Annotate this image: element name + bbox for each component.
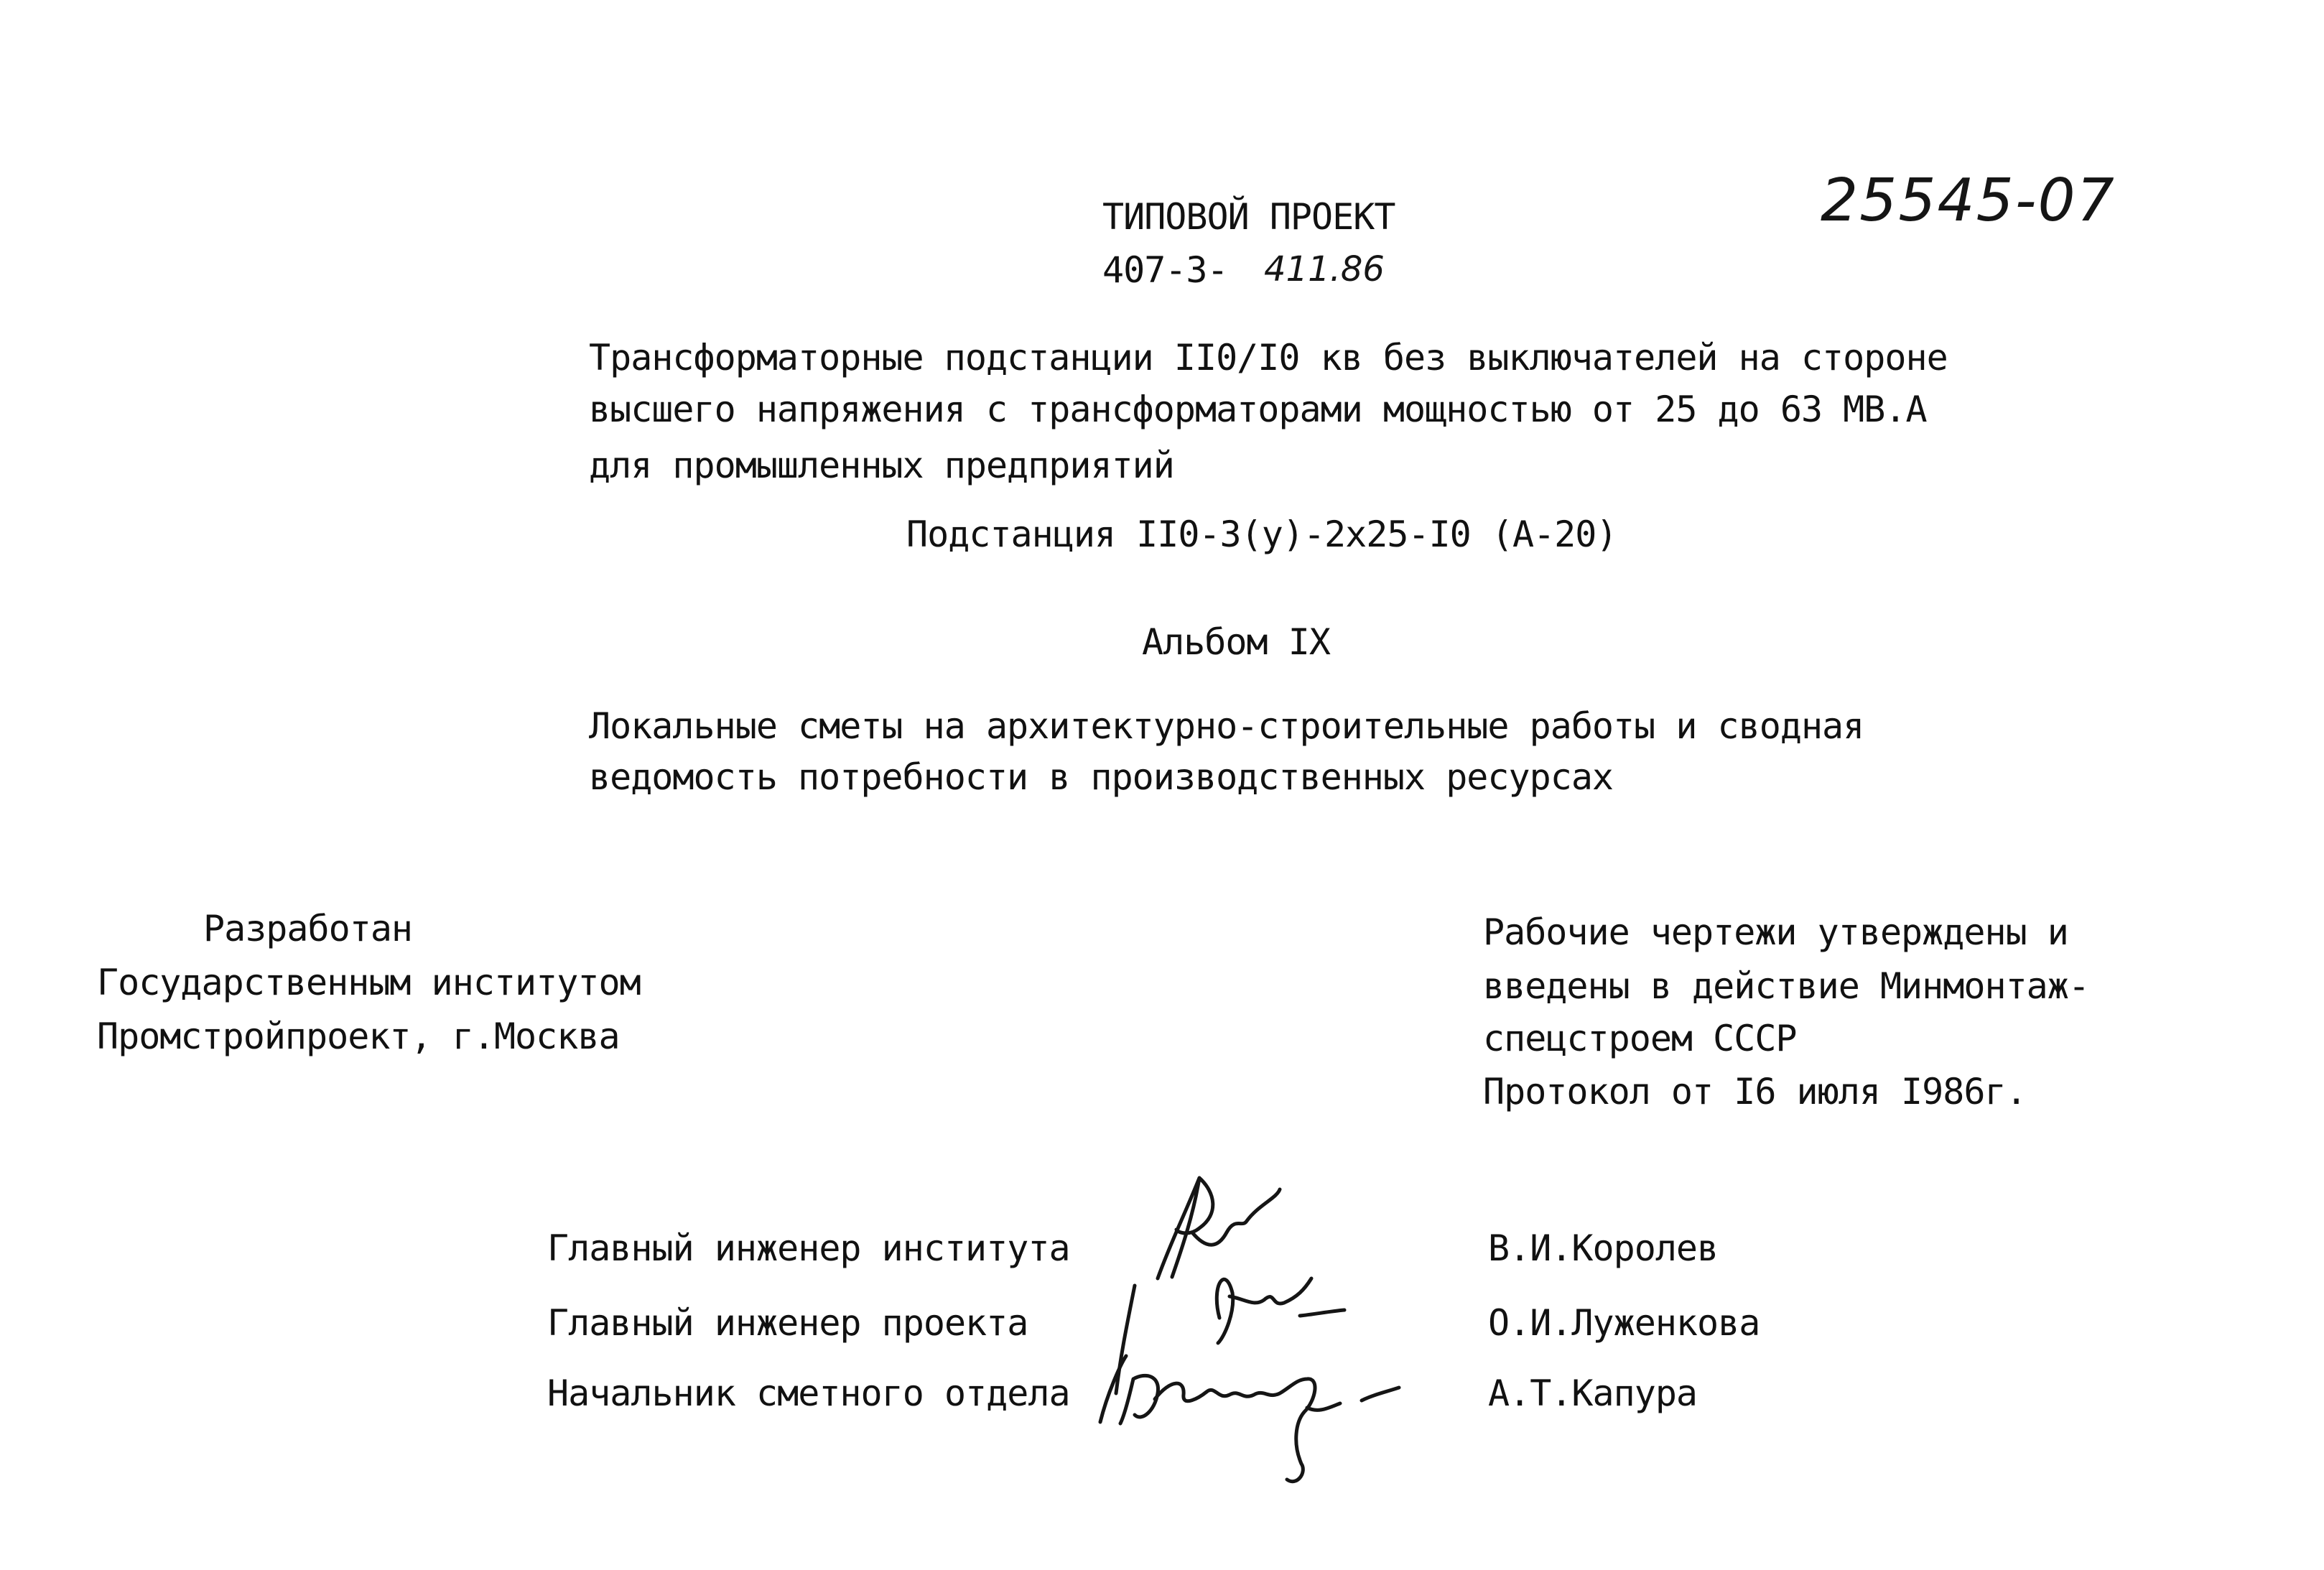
project-number-prefix: 407-3- [1102, 249, 1228, 291]
approval-line-4: Протокол от I6 июля I986г. [1483, 1071, 2027, 1113]
approval-line-3: спецстроем СССР [1483, 1018, 1797, 1059]
project-number-suffix-handwritten: 411.86 [1264, 249, 1385, 289]
signature-3-stroke [1100, 1356, 1399, 1482]
album-contents-line-1: Локальные сметы на архитектурно-строительные работы и сводная [589, 705, 1864, 747]
description-line-1: Трансформаторные подстанции II0/I0 кв без выключателей на стороне [589, 337, 1948, 378]
signature-name-3: А.Т.Капура [1488, 1372, 1698, 1414]
developer-line-2: Государственным институтом [97, 962, 641, 1003]
signature-role-2: Главный инженер проекта [547, 1302, 1028, 1344]
signature-name-2: О.И.Луженкова [1488, 1302, 1760, 1344]
approval-line-1: Рабочие чертежи утверждены и [1483, 911, 2068, 953]
description-line-2: высшего напряжения с трансформаторами мощностью от 25 до 63 МВ.А [589, 389, 1927, 430]
inventory-number-handwritten: 25545-07 [1821, 167, 2116, 235]
album-title: Альбом IX [1142, 621, 1330, 663]
signature-role-3: Начальник сметного отдела [547, 1372, 1070, 1414]
developer-line-3: Промстройпроект, г.Москва [97, 1016, 620, 1057]
handwritten-signatures [1092, 1163, 1494, 1494]
doc-type-title: ТИПОВОЙ ПРОЕКТ [1102, 196, 1395, 238]
substation-designation: Подстанция II0-3(у)-2х25-I0 (А-20) [906, 514, 1617, 555]
signature-1-stroke [1158, 1178, 1280, 1278]
album-contents-line-2: ведомость потребности в производственных ресурсах [589, 756, 1614, 798]
developer-line-1: Разработан [203, 908, 413, 949]
description-line-3: для промышленных предприятий [589, 445, 1174, 486]
signature-name-1: В.И.Королев [1488, 1227, 1719, 1269]
signature-role-1: Главный инженер института [547, 1227, 1070, 1269]
approval-line-2: введены в действие Минмонтаж- [1483, 965, 2089, 1007]
